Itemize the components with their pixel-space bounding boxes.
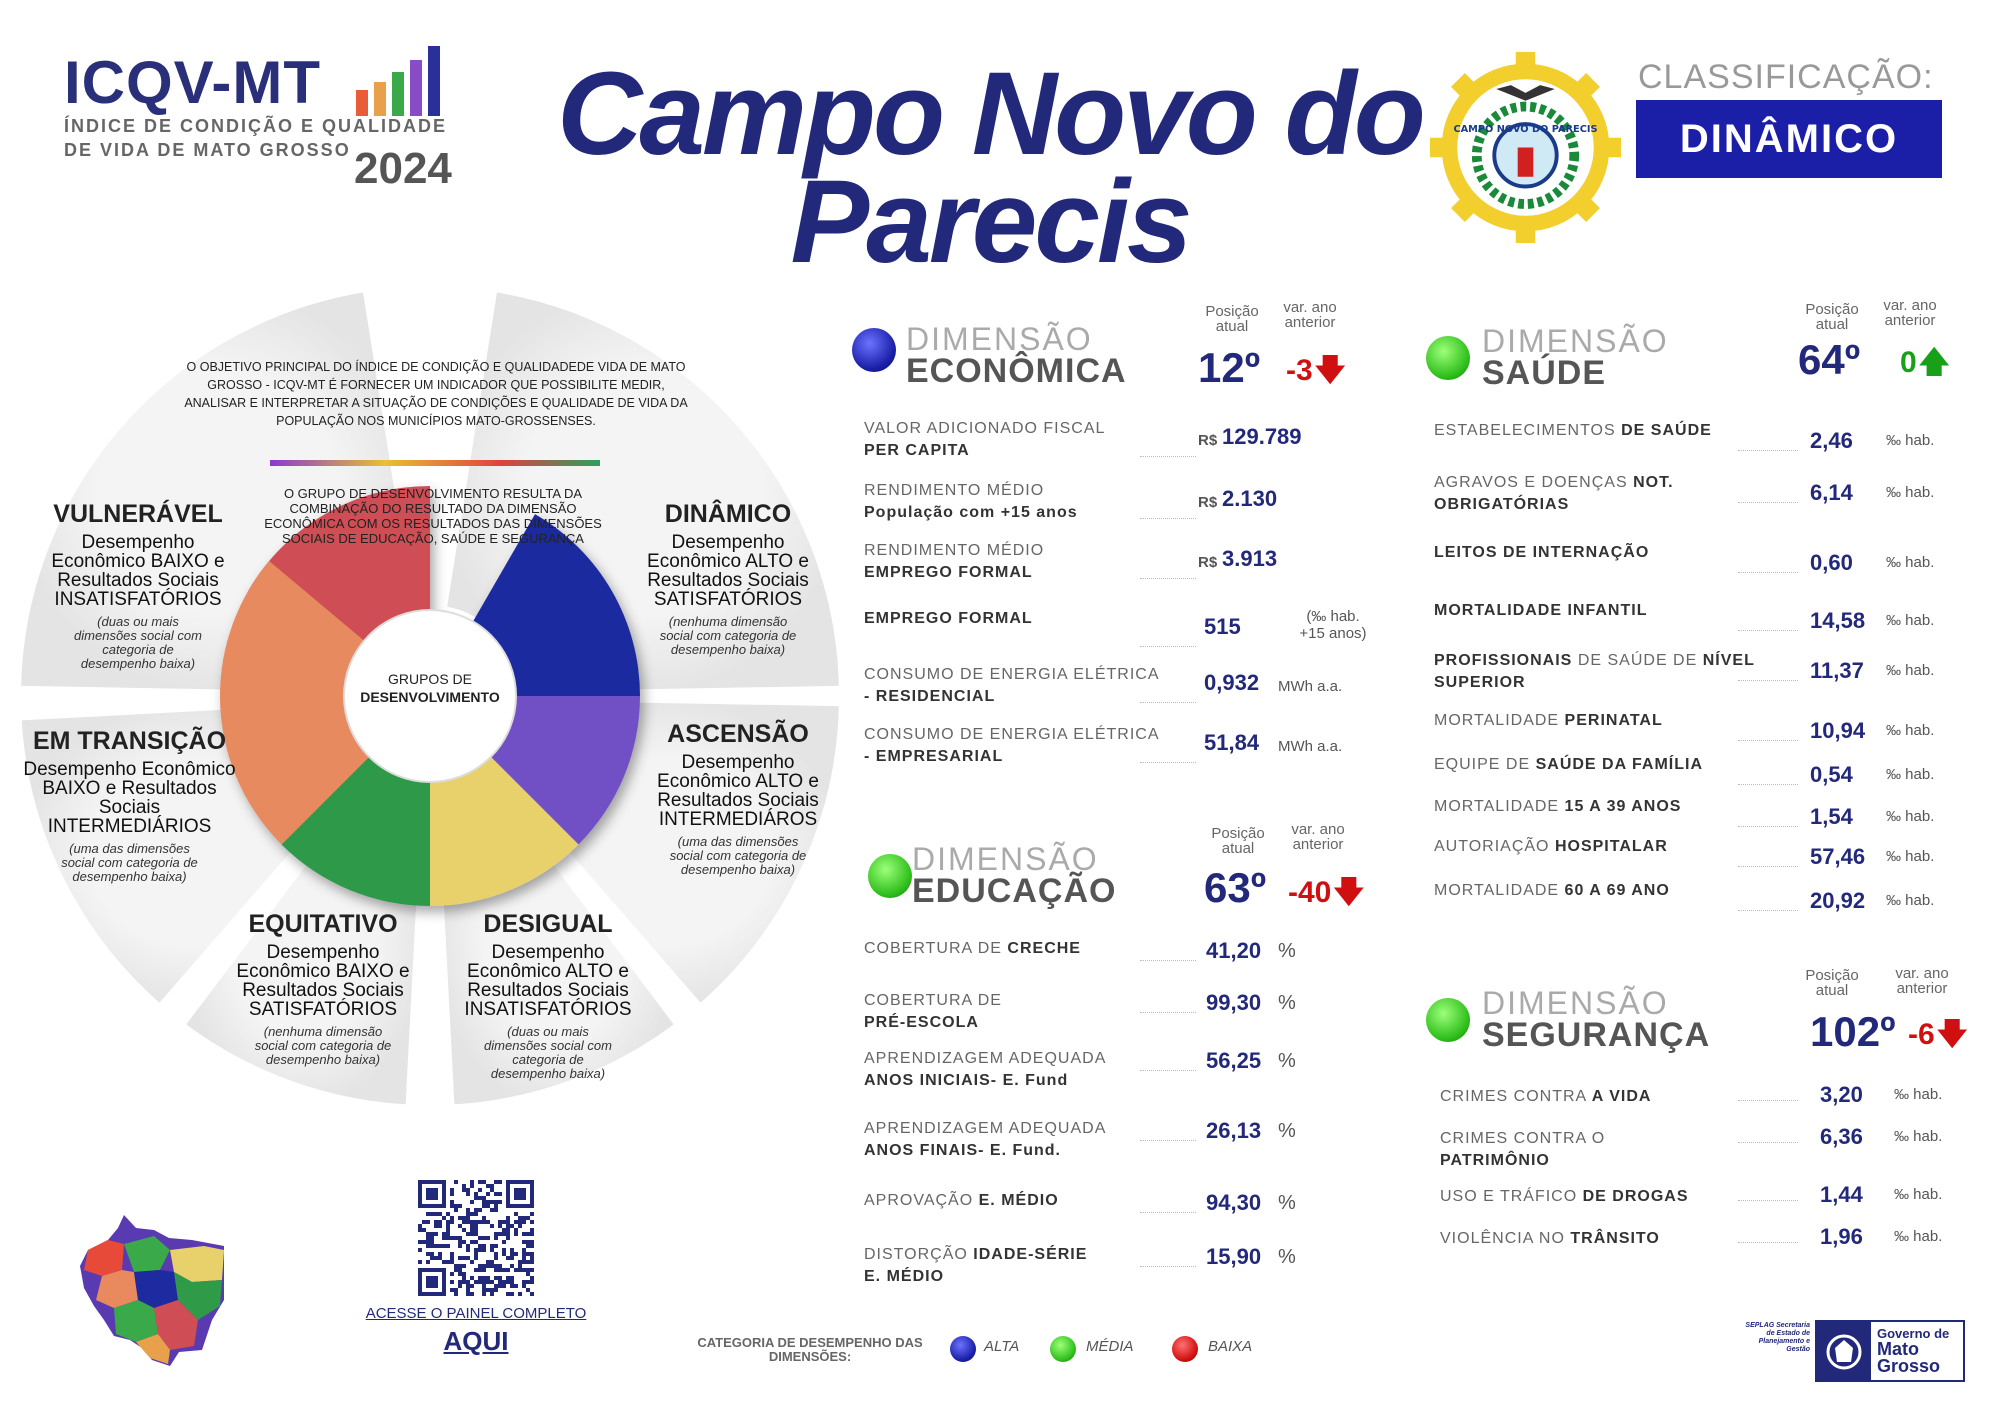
metric-label — [1434, 472, 1764, 516]
group-equitativo: EQUITATIVO Desempenho Econômico BAIXO e Resultados Sociais SATISFATÓRIOS (nenhuma dimensão social com categoria de desempenho baixa) — [236, 910, 410, 1067]
var-header: var. ano anterior — [1883, 297, 1937, 329]
metric-label-a: MORTALIDADE — [1434, 798, 1560, 815]
position-value: 102º — [1810, 1008, 1896, 1055]
category-dot-icon — [1426, 998, 1470, 1042]
metric-label-line1 — [1440, 1186, 1760, 1208]
legend-title: CATEGORIA DE DESEMPENHO DAS DIMENSÕES: — [697, 1335, 923, 1364]
dim-title: DIMENSÃO EDUCAÇÃO — [912, 841, 1117, 910]
leader-line — [1140, 1012, 1196, 1013]
metric-unit: ‰ hab. — [1886, 892, 1935, 909]
arrow-down-icon: 🡇 — [1314, 354, 1346, 387]
leader-line — [1738, 450, 1798, 451]
metric-label-line2: EMPREGO FORMAL — [864, 564, 1033, 581]
leader-line — [1140, 518, 1196, 519]
leader-line — [1140, 1140, 1196, 1141]
legend-low-dot-icon — [1172, 1336, 1198, 1362]
metric-label-b: PERINATAL — [1564, 712, 1663, 729]
metric-label-a: ESTABELECIMENTOS — [1434, 422, 1616, 439]
metric-label-line1 — [864, 1048, 1154, 1070]
currency-label: R$ — [1198, 432, 1218, 449]
metric-label — [864, 480, 1164, 524]
metric-label — [1434, 754, 1764, 776]
legend-low-label: BAIXA — [1208, 1338, 1253, 1355]
leader-line — [1140, 762, 1196, 763]
leader-line — [1738, 866, 1798, 867]
metric-label-line1 — [864, 1244, 1154, 1266]
metric-label-a: CRIMES CONTRA O — [1440, 1130, 1606, 1147]
metric-label-b: NOT. — [1633, 474, 1674, 491]
currency-label: R$ — [1198, 494, 1218, 511]
metric-label-line1 — [1434, 796, 1764, 818]
metric-label-b: HOSPITALAR — [1554, 838, 1668, 855]
leader-line — [1140, 456, 1196, 457]
metric-value: 11,37 — [1810, 658, 1864, 683]
metric-label — [1440, 1228, 1760, 1250]
metric-unit: ‰ hab. — [1886, 662, 1935, 679]
metric-label-line2: - EMPRESARIAL — [864, 748, 1004, 765]
metric-label-line1 — [1434, 472, 1764, 494]
metric-label-line2: PRÉ-ESCOLA — [864, 1014, 979, 1031]
metric-label — [1434, 420, 1764, 442]
mato-grosso-map-icon — [74, 1210, 234, 1370]
metric-label-line1 — [1434, 650, 1764, 672]
metric-label-line1 — [1434, 710, 1764, 732]
metric-unit: ‰ hab. — [1886, 848, 1935, 865]
metric-label-b: 60 A 69 ANO — [1564, 882, 1670, 899]
leader-line — [1738, 1100, 1798, 1101]
metric-unit: ‰ hab. — [1886, 484, 1935, 501]
metric-label-a: COBERTURA DE — [864, 992, 1002, 1009]
metric-value: 20,92 — [1810, 888, 1866, 913]
category-dot-icon — [852, 328, 896, 372]
metric-label-line1 — [864, 1190, 1154, 1212]
metric-unit: ‰ hab. — [1894, 1228, 1943, 1245]
metric-label — [864, 724, 1164, 768]
metric-value: 15,90 — [1206, 1244, 1262, 1269]
metric-label-a: EQUIPE DE — [1434, 756, 1531, 773]
metric-label-b: TRÂNSITO — [1570, 1230, 1660, 1247]
pos-header: Posição atual — [1205, 303, 1259, 335]
metric-value: 3,20 — [1820, 1082, 1863, 1107]
classification-label: CLASSIFICAÇÃO: — [1638, 58, 1934, 96]
metric-value: 6,36 — [1820, 1124, 1863, 1149]
metric-unit: ‰ hab. — [1886, 808, 1935, 825]
leader-line — [1738, 910, 1798, 911]
leader-line — [1738, 1242, 1798, 1243]
metric-value: 129.789 — [1222, 424, 1302, 449]
metric-unit: ‰ hab. — [1894, 1186, 1943, 1203]
metric-value: 26,13 — [1206, 1118, 1262, 1143]
metric-label-line2: EMPREGO FORMAL — [864, 610, 1033, 627]
metric-value: 0,932 — [1204, 670, 1260, 695]
leader-line — [1140, 960, 1196, 961]
category-dot-icon — [868, 854, 912, 898]
metric-label — [864, 540, 1164, 584]
metric-label-line2: População com +15 anos — [864, 504, 1078, 521]
metric-label-line2: PER CAPITA — [864, 442, 970, 459]
leader-line — [1738, 680, 1798, 681]
pos-header: Posição atual — [1805, 301, 1859, 333]
metric-label — [864, 1190, 1154, 1212]
brand-block — [64, 42, 484, 202]
metric-unit: ‰ hab. — [1886, 432, 1935, 449]
metric-unit: % — [1278, 940, 1296, 962]
leader-line — [1140, 1212, 1196, 1213]
metric-label-a: VIOLÊNCIA NO — [1440, 1230, 1565, 1247]
metric-label-b: SAÚDE DA FAMÍLIA — [1535, 756, 1703, 773]
metric-label-b: PROFISSIONAIS — [1434, 652, 1573, 669]
metric-label-b: DE SAÚDE — [1621, 422, 1712, 439]
dim-saude — [1420, 296, 1980, 916]
metric-label-a: AGRAVOS E DOENÇAS — [1434, 474, 1628, 491]
metric-label-line1 — [1434, 600, 1764, 622]
metric-label-line1: RENDIMENTO MÉDIO — [864, 482, 1045, 499]
group-vulneravel: VULNERÁVEL Desempenho Econômico BAIXO e Resultados Sociais INSATISFATÓRIOS (duas ou mais dimensões social com categoria de desempenho baixa) — [51, 500, 225, 671]
leader-line — [1140, 578, 1196, 579]
metric-label-line1: CONSUMO DE ENERGIA ELÉTRICA — [864, 726, 1160, 743]
metric-label-line1 — [1440, 1086, 1760, 1108]
metric-label-line1: RENDIMENTO MÉDIO — [864, 542, 1045, 559]
metric-label-a: USO E TRÁFICO — [1440, 1188, 1578, 1205]
metric-unit: % — [1278, 992, 1296, 1014]
metric-label-line1 — [1440, 1128, 1760, 1150]
group-text: O GRUPO DE DESENVOLVIMENTO RESULTA DA COMBINAÇÃO DO RESULTADO DA DIMENSÃO ECONÔMICA COM OS RESULTADOS DAS DIMENSÕES SOCIAIS DE EDUCAÇÃO, SAÚDE E SEGURANÇA — [264, 486, 602, 546]
panel-link-here[interactable]: AQUI — [443, 1326, 509, 1356]
variation-value: -6🡇 — [1908, 1018, 1968, 1051]
legend-high-dot-icon — [950, 1336, 976, 1362]
metric-value: 6,14 — [1810, 480, 1853, 505]
metric-label — [1434, 650, 1764, 694]
metric-value: 1,54 — [1810, 804, 1853, 829]
metric-value: 41,20 — [1206, 938, 1262, 963]
coat-of-arms-icon — [1817, 1322, 1871, 1380]
category-dot-icon — [1426, 336, 1470, 380]
leader-line — [1140, 1070, 1196, 1071]
metric-label — [864, 1118, 1154, 1162]
metric-value: 0,54 — [1810, 762, 1853, 787]
group-desigual: DESIGUAL Desempenho Econômico ALTO e Resultados Sociais INSATISFATÓRIOS (duas ou mais dimensões social com categoria de desempenho baixa) — [464, 910, 632, 1081]
metric-value: 57,46 — [1810, 844, 1866, 869]
dim-educacao — [850, 818, 1370, 1298]
arrow-up-icon: 🡅 — [1918, 346, 1950, 379]
metric-label-line1 — [1434, 836, 1764, 858]
metric-label-line2: - RESIDENCIAL — [864, 688, 996, 705]
metric-value: 10,94 — [1810, 718, 1866, 743]
metric-unit: MWh a.a. — [1278, 678, 1343, 695]
metric-label-line1 — [864, 1118, 1154, 1140]
leader-line — [1140, 1266, 1196, 1267]
metric-unit: % — [1278, 1192, 1296, 1214]
metric-value: 14,58 — [1810, 608, 1866, 633]
city-name: Campo Novo do Parecis — [557, 48, 1423, 288]
metric-label-a: MORTALIDADE — [1434, 882, 1560, 899]
leader-line — [1738, 1200, 1798, 1201]
position-value: 64º — [1798, 336, 1861, 383]
metric-label — [1434, 710, 1764, 732]
metric-label-line1 — [1440, 1228, 1760, 1250]
metric-label-a: MORTALIDADE — [1434, 712, 1560, 729]
leader-line — [1738, 826, 1798, 827]
metric-label — [1434, 542, 1764, 564]
var-header: var. ano anterior — [1283, 299, 1337, 331]
metric-unit: ‰ hab. — [1886, 554, 1935, 571]
metric-label-a: APRENDIZAGEM ADEQUADA — [864, 1050, 1107, 1067]
metric-label-line1 — [1434, 754, 1764, 776]
metric-label-a: COBERTURA DE — [864, 940, 1002, 957]
legend-high-label: ALTA — [984, 1338, 1020, 1355]
government-logo — [1815, 1320, 1965, 1382]
metric-label-line1 — [1434, 880, 1764, 902]
metric-label-line1 — [864, 990, 1154, 1012]
classification-badge: DINÂMICO — [1636, 100, 1942, 178]
metric-label-line1 — [864, 938, 1154, 960]
metric-unit: ‰ hab. — [1894, 1128, 1943, 1145]
brand-year: 2024 — [354, 144, 452, 193]
dim-title: DIMENSÃO SAÚDE — [1482, 323, 1669, 392]
panel-link[interactable]: ACESSE O PAINEL COMPLETO — [365, 1305, 587, 1322]
leader-line — [1738, 1142, 1798, 1143]
metric-unit: % — [1278, 1120, 1296, 1142]
metric-label-b: CRECHE — [1007, 940, 1081, 957]
development-groups-wheel — [8, 290, 853, 1110]
var-header: var. ano anterior — [1895, 965, 1949, 997]
metric-value: 51,84 — [1204, 730, 1260, 755]
dim-title: DIMENSÃO ECONÔMICA — [906, 321, 1127, 390]
metric-label-line2: E. MÉDIO — [864, 1268, 945, 1285]
pos-header: Posição atual — [1211, 825, 1265, 857]
metric-unit: ‰ hab. — [1894, 1086, 1943, 1103]
group-ascensao: ASCENSÃO Desempenho Econômico ALTO e Resultados Sociais INTERMEDIÁROS (uma das dimensões social com categoria de desempenho baixa) — [657, 720, 819, 877]
metric-label-a: AUTORIAÇÃO — [1434, 838, 1550, 855]
dim-seguranca — [1420, 966, 1980, 1266]
metric-label — [1434, 836, 1764, 858]
metric-label — [864, 664, 1164, 708]
municipal-seal-icon — [1428, 50, 1623, 245]
variation-value: 0🡅 — [1900, 346, 1950, 379]
metric-label-line2: ANOS INICIAIS- E. Fund — [864, 1072, 1069, 1089]
metric-label — [1434, 600, 1764, 622]
metric-label-line1: CONSUMO DE ENERGIA ELÉTRICA — [864, 666, 1160, 683]
metric-label — [1440, 1186, 1760, 1208]
metric-label — [864, 608, 1164, 630]
metric-label-line1 — [1434, 542, 1764, 564]
metric-value: 515 — [1204, 614, 1241, 639]
bar-chart-icon — [354, 42, 454, 118]
metric-unit: ‰ hab. — [1886, 612, 1935, 629]
leader-line — [1738, 630, 1798, 631]
seal-text: CAMPO NOVO DO PARECIS — [1453, 123, 1598, 135]
metric-value: 94,30 — [1206, 1190, 1262, 1215]
wheel-center-label: GRUPOS DE DESENVOLVIMENTO — [360, 671, 500, 705]
gov-text: Governo de Mato Grosso — [1877, 1326, 1950, 1376]
variation-value: -40🡇 — [1288, 876, 1365, 909]
leader-line — [1140, 702, 1196, 703]
qr-code-icon[interactable] — [418, 1180, 534, 1296]
metric-unit: (‰ hab. +15 anos) — [1299, 608, 1367, 642]
metric-label-b: 15 A 39 ANOS — [1564, 798, 1682, 815]
seplag-logo: SEPLAG Secretaria de Estado de Planejamento e Gestão — [1745, 1322, 1810, 1353]
metric-label-line1 — [1434, 420, 1764, 442]
position-value: 63º — [1204, 864, 1267, 911]
brand-title: ICQV-MT — [64, 49, 321, 116]
metric-unit: % — [1278, 1050, 1296, 1072]
metric-label-line2: SUPERIOR — [1434, 674, 1526, 691]
objective-text: O OBJETIVO PRINCIPAL DO ÍNDICE DE CONDIÇÃO E QUALIDADEDE VIDA DE MATO GROSSO - ICQV-MT É FORNECER UM INDICADOR QUE POSSIBILITE MEDIR, ANALISAR E INTERPRETAR A SITUAÇÃO DE CONDIÇÕES E QUALIDADE DE VIDA DA POPULAÇÃO NOS MUNICÍPIOS MATO-GROSSENSES. — [184, 360, 688, 428]
leader-line — [1140, 646, 1196, 647]
metric-label-a: CRIMES CONTRA — [1440, 1088, 1587, 1105]
variation-value: -3🡇 — [1286, 354, 1346, 387]
metric-label-c: DE SAÚDE DE — [1577, 652, 1698, 669]
metric-value: 2,46 — [1810, 428, 1853, 453]
metric-label — [1440, 1086, 1760, 1108]
metric-label — [1434, 880, 1764, 902]
metric-value: 56,25 — [1206, 1048, 1262, 1073]
metric-label-a: APRENDIZAGEM ADEQUADA — [864, 1120, 1107, 1137]
leader-line — [1738, 572, 1798, 573]
metric-label-b2: NÍVEL — [1702, 652, 1755, 669]
metric-label-line2: ANOS FINAIS- E. Fund. — [864, 1142, 1061, 1159]
metric-unit: MWh a.a. — [1278, 738, 1343, 755]
metric-label — [1440, 1128, 1760, 1172]
metric-value: 3.913 — [1222, 546, 1278, 571]
metric-label-a: DISTORÇÃO — [864, 1246, 968, 1263]
metric-label — [864, 990, 1154, 1034]
metric-unit: % — [1278, 1246, 1296, 1268]
metric-label — [864, 1244, 1154, 1288]
metric-label-b: MORTALIDADE INFANTIL — [1434, 602, 1648, 619]
metric-label-b: DE DROGAS — [1582, 1188, 1689, 1205]
pos-header: Posição atual — [1805, 967, 1859, 999]
var-header: var. ano anterior — [1291, 821, 1345, 853]
metric-unit: ‰ hab. — [1886, 722, 1935, 739]
arrow-down-icon: 🡇 — [1936, 1018, 1968, 1051]
legend-medium-dot-icon — [1050, 1336, 1076, 1362]
metric-label — [864, 418, 1164, 462]
metric-value: 0,60 — [1810, 550, 1853, 575]
metric-label-b: E. MÉDIO — [978, 1192, 1059, 1209]
legend-medium-label: MÉDIA — [1086, 1338, 1134, 1355]
metric-unit: ‰ hab. — [1886, 766, 1935, 783]
leader-line — [1738, 502, 1798, 503]
metric-label — [864, 938, 1154, 960]
metric-label-b: A VIDA — [1591, 1088, 1652, 1105]
dim-economica — [850, 300, 1370, 780]
metric-value: 1,44 — [1820, 1182, 1863, 1207]
metric-value: 1,96 — [1820, 1224, 1863, 1249]
metric-label-line2: PATRIMÔNIO — [1440, 1152, 1550, 1169]
metric-label-line2: OBRIGATÓRIAS — [1434, 496, 1570, 513]
metric-label — [864, 1048, 1154, 1092]
brand-subtitle: ÍNDICE DE CONDIÇÃO E QUALIDADE DE VIDA DE MATO GROSSO — [64, 116, 448, 160]
group-dinamico: DINÂMICO Desempenho Econômico ALTO e Resultados Sociais SATISFATÓRIOS (nenhuma dimensão social com categoria de desempenho baixa) — [647, 500, 809, 657]
currency-label: R$ — [1198, 554, 1218, 571]
leader-line — [1738, 740, 1798, 741]
metric-value: 2.130 — [1222, 486, 1278, 511]
metric-label-b: LEITOS DE INTERNAÇÃO — [1434, 544, 1650, 561]
metric-label — [1434, 796, 1764, 818]
group-em-transicao: EM TRANSIÇÃO Desempenho Econômico BAIXO e Resultados Sociais INTERMEDIÁRIOS (uma das dimensões social com categoria de desempenho baixa) — [23, 727, 236, 884]
dim-title: DIMENSÃO SEGURANÇA — [1482, 985, 1711, 1054]
position-value: 12º — [1198, 344, 1261, 391]
metric-label-line1: VALOR ADICIONADO FISCAL — [864, 420, 1106, 437]
leader-line — [1738, 784, 1798, 785]
metric-value: 99,30 — [1206, 990, 1262, 1015]
metric-label-a: APROVAÇÃO — [864, 1192, 974, 1209]
arrow-down-icon: 🡇 — [1333, 876, 1365, 909]
metric-label-b: IDADE-SÉRIE — [973, 1246, 1088, 1263]
